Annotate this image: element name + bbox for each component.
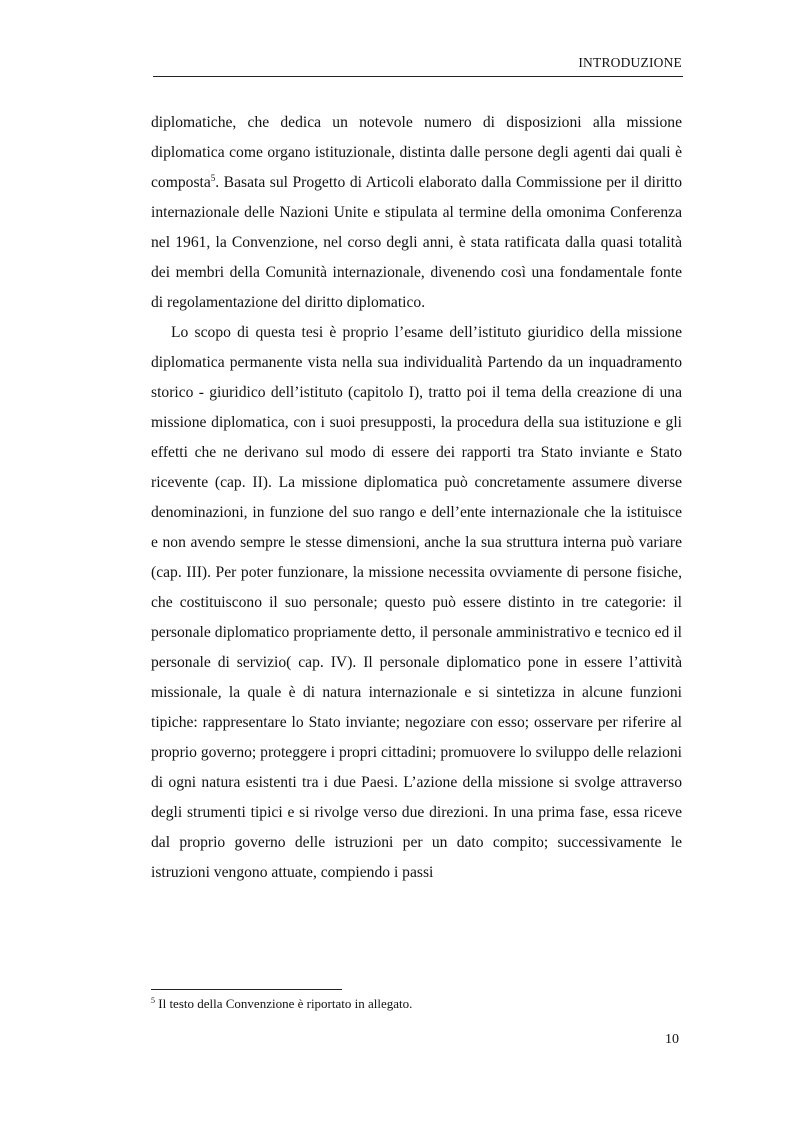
paragraph-2: Lo scopo di questa tesi è proprio l’esame dell’istituto giuridico della missione diplomatica permanente vista nella sua individualità Partendo da un inquadramento storico - giuridico dell’istituto (capitolo I), tratto poi il tema della creazione di una missione diplomatica, con i suoi presupposti, la procedura della sua istituzione e gli effetti che ne derivano sul modo di essere dei rapporti tra Stato inviante e Stato ricevente (cap. II). La missione diplomatica può concretamente assumere diverse denominazioni, in funzione del suo rango e dell’ente internazionale che la istituisce e non avendo sempre le stesse dimensioni, anche la sua struttura interna può variare (cap. III). Per poter funzionare, la missione necessita ovviamente di persone fisiche, che costituiscono il suo personale; questo può essere distinto in tre categorie: il personale diplomatico propriamente detto, il personale amministrativo e tecnico ed il personale di servizio( cap. IV). Il personale diplomatico pone in essere l’attività missionale, la quale è di natura internazionale e si sintetizza in alcune funzioni tipiche: rappresentare lo Stato inviante; negoziare con esso; osservare per riferire al proprio governo; proteggere i propri cittadini; promuovere lo sviluppo delle relazioni di ogni natura esistenti tra i due Paesi. L’azione della missione si svolge attraverso degli strumenti tipici e si rivolge verso due direzioni. In una prima fase, essa riceve dal proprio governo delle istruzioni per un dato compito; successivamente le istruzioni vengono attuate, compiendo i passi [151,324,682,881]
body-text [151,108,682,888]
footnote [151,996,682,1012]
paragraph-1-text-a: diplomatiche, che dedica un notevole numero di disposizioni alla missione diplomatica come organo istituzionale, distinta dalle persone degli agenti dai quali è composta [151,114,682,191]
paragraph-1 [151,108,682,318]
header-rule [153,76,683,77]
footnote-rule [151,989,342,990]
running-header: INTRODUZIONE [578,55,682,70]
paragraph-1-text-b: . Basata sul Progetto di Articoli elaborato dalla Commissione per il diritto internazionale delle Nazioni Unite e stipulata al termine della omonima Conferenza nel 1961, la Convenzione, nel corso degli anni, è stata ratificata dalla quasi totalità dei membri della Comunità internazionale, divenendo così una fondamentale fonte di regolamentazione del diritto diplomatico. [151,174,682,311]
footnote-number: 5 [151,996,155,1005]
footnote-reference[interactable]: 5 [210,173,216,183]
page-number: 10 [665,1032,679,1047]
footnote-text: Il testo della Convenzione è riportato in allegato. [155,996,413,1011]
